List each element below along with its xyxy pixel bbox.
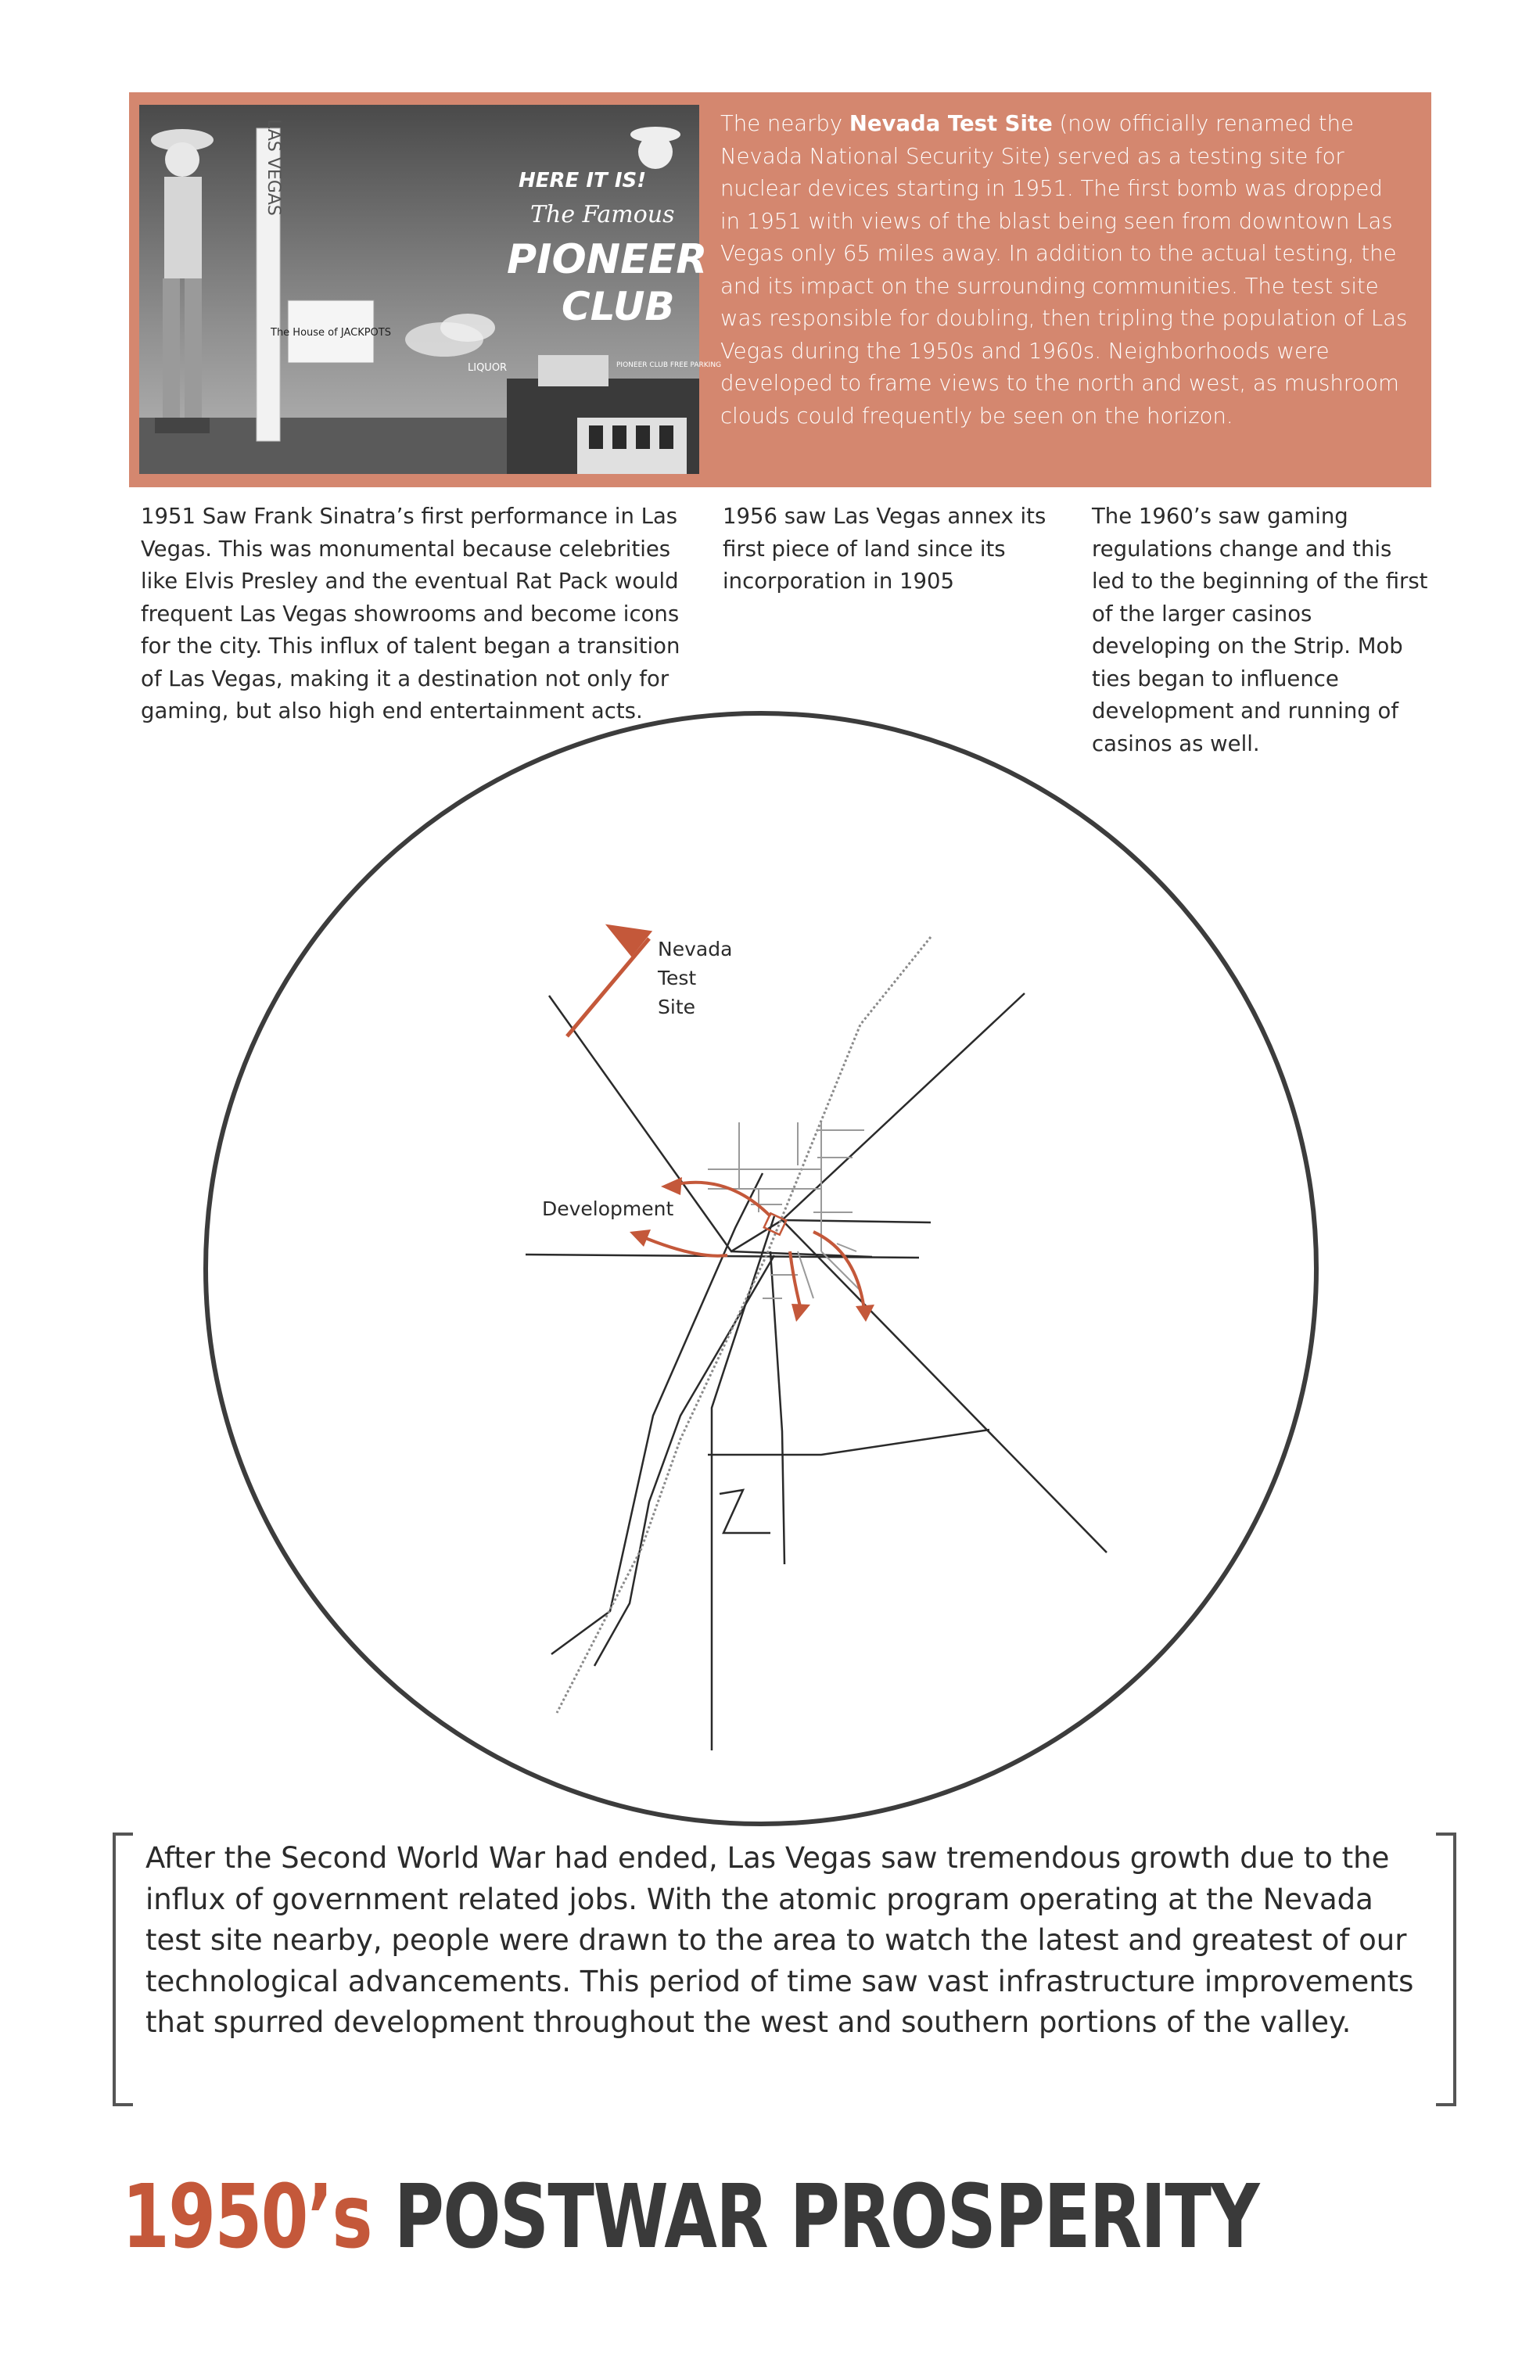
title-decade: 1950’s (122, 2166, 372, 2268)
banner-text-highlight: Nevada Test Site (849, 111, 1053, 136)
sinatra-text: 1951 Saw Frank Sinatra’s first performance in Las Vegas. This was monumental because celebrities like Elvis Presley and the eventual Rat Pack would frequent Las Vegas showrooms and become icons for the city. This influx of talent began a transition of Las Vegas, making it a destination not only for gaming, but also high end entertainment acts. (141, 504, 680, 723)
title-main: POSTWAR PROSPERITY (393, 2166, 1259, 2268)
test-site-label-line1: Nevada (658, 938, 733, 960)
photo-sign-famous: The Famous (530, 201, 675, 228)
sixties-text: The 1960’s saw gaming regulations change and this led to the beginning of the first of the larger casinos developing on the Strip. Mob ties began to influence development and running of casinos as well. (1092, 504, 1428, 756)
photo-sign-pioneer: PIONEER (507, 236, 708, 283)
banner-text-body: (now officially renamed the Nevada National Security Site) served as a testing site for nuclear devices starting in 1951. The first bomb was dropped in 1951 with views of the blast being seen from downtown Las Vegas only 65 miles away. In addition to the actual testing, the and its impact on the surrounding communities. The test site was responsible for doubling, then tripling the population of Las Vegas during the 1950s and 1960s. Neighborhoods were developed to frame views to the north and west, as mushroom clouds could frequently be seen on the horizon. (720, 111, 1408, 429)
development-label: Development (542, 1197, 674, 1220)
test-site-label-line2: Test (658, 967, 697, 989)
page-title (122, 2166, 1258, 2268)
bracket-right (1436, 1833, 1456, 2106)
photo-sign-jackpots: The House of JACKPOTS (271, 327, 391, 339)
bracket-left (113, 1833, 133, 2106)
summary-paragraph: After the Second World War had ended, Las Vegas saw tremendous growth due to the influx of government related jobs. With the atomic program operating at the Nevada test site nearby, people were drawn to the area to watch the latest and greatest of our technological advancements. This period of time saw vast infrastructure improvements that spurred development throughout the west and southern portions of the valley. (145, 1841, 1414, 2039)
photo-sign-here: HERE IT IS! (519, 169, 647, 192)
photo-sign-vertical: LAS VEGAS (264, 119, 283, 216)
photo-sign-liquor: LIQUOR (468, 362, 508, 374)
test-site-label-line3: Site (658, 996, 695, 1018)
photo-sign-parking: PIONEER CLUB FREE PARKING (616, 361, 722, 369)
banner-text-intro: The nearby (720, 111, 849, 136)
photo-sign-club: CLUB (562, 284, 675, 329)
annex-text: 1956 saw Las Vegas annex its first piece of land since its incorporation in 1905 (723, 504, 1046, 594)
test-site-label (658, 935, 732, 1021)
